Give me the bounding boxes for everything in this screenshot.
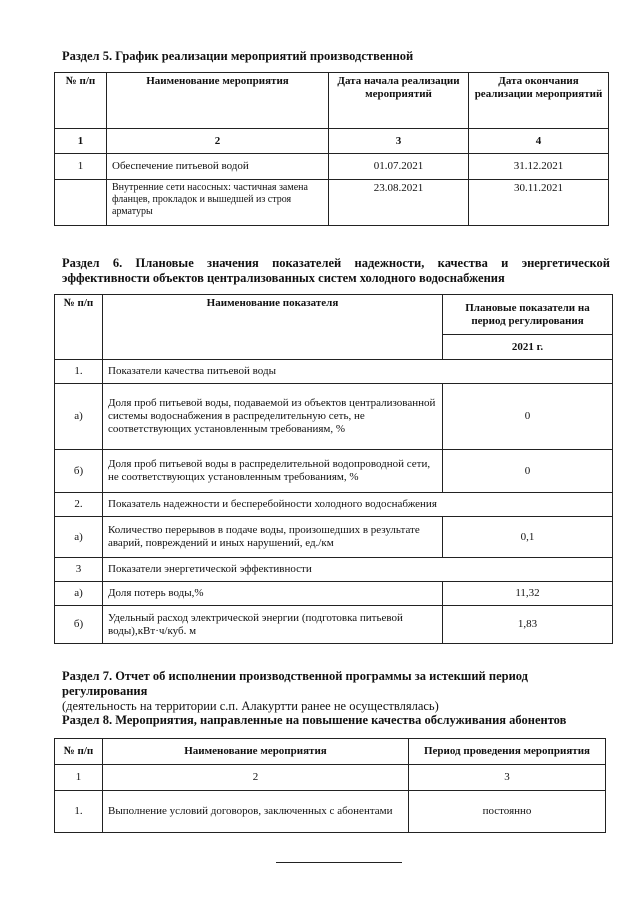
row-name: Доля проб питьевой воды в распределительной водопроводной сети, не соответствующих установленным требованиям, % <box>103 450 443 493</box>
section5-header-row <box>55 73 609 129</box>
row-name: Показатели качества питьевой воды <box>103 360 613 384</box>
table-row <box>55 154 609 180</box>
row-value: 0 <box>443 384 613 450</box>
row-value: 1,83 <box>443 606 613 644</box>
section8-number-row <box>55 765 606 791</box>
section5-title: Раздел 5. График реализации мероприятий производственной <box>62 49 414 63</box>
row-period: постоянно <box>409 791 606 833</box>
section8-table <box>54 738 606 833</box>
col-number: 1 <box>55 765 103 791</box>
col-number: 2 <box>107 129 329 154</box>
row-value: 0,1 <box>443 517 613 558</box>
row-num: а) <box>55 517 103 558</box>
header-name: Наименование мероприятия <box>103 739 409 765</box>
table-row <box>55 791 606 833</box>
header-year: 2021 г. <box>443 335 613 360</box>
row-name: Удельный расход электрической энергии (подготовка питьевой воды),кВт·ч/куб. м <box>103 606 443 644</box>
table-row <box>55 606 613 644</box>
header-end-date: Дата окончания реализации мероприятий <box>469 73 609 129</box>
row-num: а) <box>55 582 103 606</box>
row-num: 1. <box>55 791 103 833</box>
footer-divider <box>276 862 402 863</box>
header-plan: Плановые показатели на период регулирования <box>443 295 613 335</box>
row-name: Внутренние сети насосных: частичная замена фланцев, прокладок и вышедшей из строя арматуры <box>107 180 329 226</box>
row-num: 2. <box>55 493 103 517</box>
section8-header-row <box>55 739 606 765</box>
row-num: 3 <box>55 558 103 582</box>
col-number: 3 <box>409 765 606 791</box>
row-start: 01.07.2021 <box>329 154 469 180</box>
row-num: 1. <box>55 360 103 384</box>
row-name: Показатель надежности и бесперебойности холодного водоснабжения <box>103 493 613 517</box>
section6-header-row <box>55 295 613 335</box>
row-value: 0 <box>443 450 613 493</box>
section6-title: Раздел 6. Плановые значения показателей надежности, качества и энергетической эффективности объектов централизованных систем холодного водоснабжения <box>62 256 610 285</box>
row-start: 23.08.2021 <box>329 180 469 226</box>
table-row <box>55 450 613 493</box>
row-name: Обеспечение питьевой водой <box>107 154 329 180</box>
table-row <box>55 384 613 450</box>
header-num: № п/п <box>55 295 103 360</box>
table-row <box>55 582 613 606</box>
row-num: б) <box>55 606 103 644</box>
section6-table <box>54 294 613 644</box>
col-number: 2 <box>103 765 409 791</box>
row-name: Доля потерь воды,% <box>103 582 443 606</box>
col-number: 1 <box>55 129 107 154</box>
table-row <box>55 493 613 517</box>
section8-title: Раздел 8. Мероприятия, направленные на повышение качества обслуживания абонентов <box>62 713 567 727</box>
row-num: 1 <box>55 154 107 180</box>
row-num: б) <box>55 450 103 493</box>
header-name: Наименование мероприятия <box>107 73 329 129</box>
section5-table <box>54 72 609 226</box>
table-row <box>55 558 613 582</box>
table-row <box>55 517 613 558</box>
row-name: Количество перерывов в подаче воды, произошедших в результате аварий, повреждений и иных нарушений, ед./км <box>103 517 443 558</box>
header-indicator: Наименование показателя <box>103 295 443 360</box>
header-start-date: Дата начала реализации мероприятий <box>329 73 469 129</box>
row-num <box>55 180 107 226</box>
col-number: 4 <box>469 129 609 154</box>
row-end: 30.11.2021 <box>469 180 609 226</box>
section5-number-row <box>55 129 609 154</box>
header-num: № п/п <box>55 73 107 129</box>
row-name: Показатели энергетической эффективности <box>103 558 613 582</box>
table-row <box>55 360 613 384</box>
col-number: 3 <box>329 129 469 154</box>
header-period: Период проведения мероприятия <box>409 739 606 765</box>
header-num: № п/п <box>55 739 103 765</box>
section7-block <box>62 669 614 714</box>
row-name: Выполнение условий договоров, заключенных с абонентами <box>103 791 409 833</box>
section7-title: Раздел 7. Отчет об исполнении производственной программы за истекший период регулирования <box>62 669 528 698</box>
row-name: Доля проб питьевой воды, подаваемой из объектов централизованной системы водоснабжения в распределительную сеть, не соответствующих установленным требованиям, % <box>103 384 443 450</box>
table-row <box>55 180 609 226</box>
row-num: а) <box>55 384 103 450</box>
row-value: 11,32 <box>443 582 613 606</box>
section7-note: (деятельность на территории с.п. Алакуртти ранее не осуществлялась) <box>62 699 439 713</box>
row-end: 31.12.2021 <box>469 154 609 180</box>
